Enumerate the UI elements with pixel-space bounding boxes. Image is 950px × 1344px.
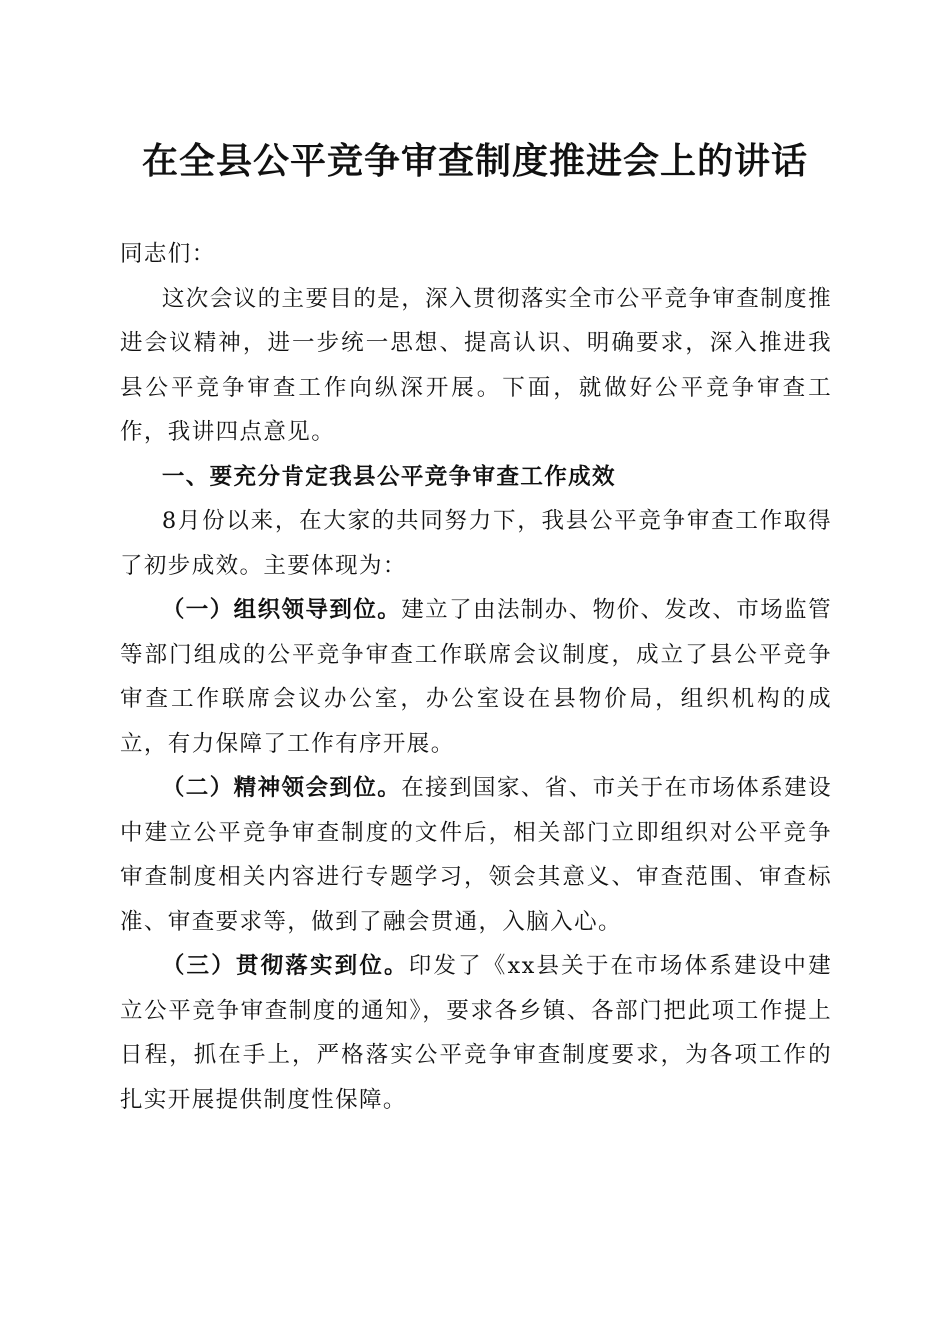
section-1-heading: 一、要充分肯定我县公平竞争审查工作成效 [161, 463, 616, 490]
document-title: 在全县公平竞争审查制度推进会上的讲话 [141, 140, 808, 182]
point-1-lead: （一）组织领导到位。 [161, 597, 402, 623]
salutation: 同志们： [120, 241, 216, 267]
document-body [120, 232, 832, 1122]
point-2-paragraph [120, 766, 832, 944]
point-3-paragraph [120, 944, 832, 1122]
point-2-text: 在接到国家、省、市关于在市场体系建设中建立公平竞争审查制度的文件后，相关部门立即组织对公平竞争审查制度相关内容进行专题学习，领会其意义、审查范围、审查标准、审查要求等，做到了融会贯通，入脑入心。 [120, 775, 832, 935]
point-3-lead: （三）贯彻落实到位。 [161, 953, 409, 979]
point-1-text: 建立了由法制办、物价、发改、市场监管等部门组成的公平竞争审查工作联席会议制度，成立了县公平竞争审查工作联席会议办公室，办公室设在县物价局，组织机构的成立，有力保障了工作有序开展。 [120, 597, 832, 757]
point-3-text: 印发了《xx县关于在市场体系建设中建立公平竞争审查制度的通知》，要求各乡镇、各部门把此项工作提上日程，抓在手上，严格落实公平竞争审查制度要求，为各项工作的扎实开展提供制度性保障。 [120, 953, 832, 1113]
point-1-paragraph [120, 588, 832, 766]
intro-paragraph: 这次会议的主要目的是，深入贯彻落实全市公平竞争审查制度推进会议精神，进一步统一思想、提高认识、明确要求，深入推进我县公平竞争审查工作向纵深开展。下面，就做好公平竞争审查工作，我讲四点意见。 [120, 285, 832, 445]
section-1-intro: 8月份以来，在大家的共同努力下，我县公平竞争审查工作取得了初步成效。主要体现为： [120, 508, 832, 579]
point-2-lead: （二）精神领会到位。 [161, 775, 402, 801]
